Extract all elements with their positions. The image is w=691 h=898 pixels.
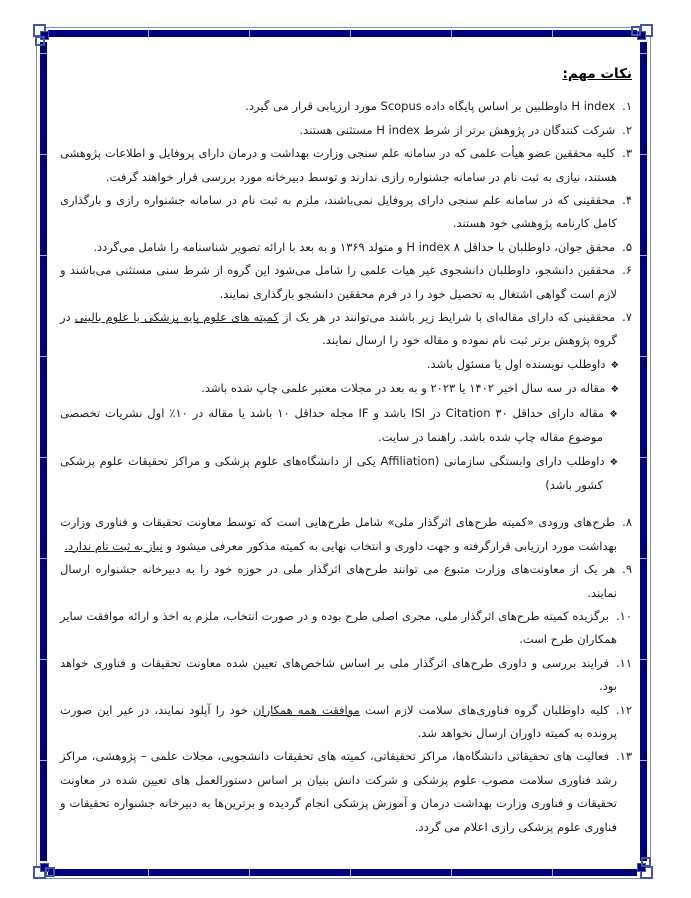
item-number: ۴. — [622, 193, 632, 208]
list-item — [60, 306, 632, 353]
text-segment: داوطلب نویسنده اول یا مسئول باشد. — [426, 356, 606, 371]
diamond-bullet-icon: ❖ — [609, 456, 619, 468]
text-segment: در گروه پژوهش برتر ثبت نام نموده و مقاله خود را ارسال نمایند. — [60, 310, 617, 348]
text-segment: محقق جوان، داوطلبان با حداقل H index ۸ و متولد ۱۳۶۹ و به بعد با ارائه تصویر شناسنامه را شامل می‌گردد. — [93, 239, 616, 254]
border-band-top — [48, 30, 637, 37]
text-segment: کلیه محققین عضو هیأت علمی که در سامانه علم سنجی وزارت بهداشت و درمان دارای پروفایل و اطلاعات پژوهشی هستند، نیازی به ثبت نام در سامانه جشنواره رازی ندارند و توسط دبیرخانه مورد بررسی قرار خواهند گرفت. — [60, 146, 617, 184]
text-segment: محققینی که دارای مقاله‌ای با شرایط زیر باشند می‌توانند در هر یک از — [278, 310, 616, 325]
item-number: ۷. — [622, 310, 632, 325]
border-band-right — [640, 42, 647, 861]
list-item — [60, 745, 632, 839]
border-band-bottom — [48, 869, 637, 876]
list-item — [60, 511, 632, 558]
item-number: ۶. — [622, 263, 632, 278]
item-number: ۸. — [622, 515, 632, 530]
list-item — [60, 558, 632, 605]
border-band-left — [40, 42, 47, 861]
item-number: ۲. — [622, 122, 632, 137]
item-number: ۱۱. — [615, 655, 632, 670]
list-item — [60, 236, 632, 259]
corner-small-square — [641, 857, 651, 867]
text-segment: H index داوطلبین بر اساس پایگاه داده Scopus مورد ارزیابی قرار می گیرد. — [245, 99, 616, 114]
page-title: نکات مهم: — [562, 66, 632, 82]
text-segment: مقاله دارای حداقل Citation ۳۰ در ISI باشد و IF مجله حداقل ۱۰ باشد یا مقاله در ۱۰٪ اول نشریات تخصصی موضوع مقاله چاپ شده باشد. راهنما در سایت. — [60, 405, 605, 445]
list-item — [60, 189, 632, 236]
underlined-text: نیاز به ثبت نام ندارد. — [64, 538, 163, 553]
diamond-bullet-icon: ❖ — [610, 384, 619, 396]
item-number: ۱. — [622, 99, 632, 114]
bullet-item — [60, 353, 632, 377]
text-segment: هر یک از معاونت‌های وزارت متبوع می توانند طرح‌های اثرگذار ملی در حوزه خود را به دبیرخانه جشنواره ارسال نمایند. — [60, 562, 617, 600]
item-number: ۹. — [622, 562, 632, 577]
text-segment: محققین دانشجو، داوطلبان دانشجوی غیر هیات علمی را شامل می‌شود این گروه از شرط سنی مستثنی می‌باشند و لازم است گواهی اشتغال به تحصیل خود را در فرم محققین دانشجو بارگذاری نمایند. — [60, 263, 617, 301]
corner-small-square — [631, 26, 641, 36]
underlined-text: کمیته های علوم پایه پزشکی یا علوم بالینی — [74, 310, 279, 325]
text-segment: طرح‌های ورودی «کمیته طرح‌های اثرگذار ملی» شامل طرح‌هایی است که توسط معاونت تحقیقات و فناوری وزارت بهداشت مورد ارزیابی قرارگرفته و جهت داوری و انتخاب نهایی به کمیته مذکور معرفی میشود و — [60, 515, 617, 553]
text-segment: داوطلب دارای وابستگی سازمانی (Affiliation یکی از دانشگاه‌های علوم پزشکی و مراکز تحقیقات علوم پزشکی کشور باشد) — [60, 453, 605, 492]
border-corner-squares-icon — [627, 24, 653, 50]
item-number: ۱۰. — [615, 608, 632, 623]
text-segment: فرایند بررسی و داوری طرح‌های اثرگذار ملی بر اساس شاخص‌های تعیین شده معاونت تحقیقات و فناوری خواهد بود. — [60, 655, 617, 694]
bullet-item — [60, 402, 632, 450]
list-item — [60, 699, 632, 746]
bullet-item — [60, 450, 632, 498]
border-corner-squares-icon — [627, 853, 653, 879]
notes-list — [60, 95, 632, 839]
text-segment: خود را آپلود نمایند، در غیر این صورت پرونده به کمیته داوران ارسال نخواهد شد. — [60, 702, 617, 740]
diamond-bullet-icon: ❖ — [610, 359, 619, 371]
item-number: ۵. — [622, 239, 632, 254]
item-number: ۳. — [622, 146, 632, 161]
corner-small-square — [45, 867, 55, 877]
diamond-bullet-icon: ❖ — [609, 408, 619, 420]
document-body — [60, 63, 632, 839]
text-segment: مقاله در سه سال اخیر ۱۴۰۲ یا ۲۰۲۳ و به بعد در مجلات معتبر علمی چاپ شده باشد. — [201, 381, 606, 396]
underlined-text: موافقت همه همکاران — [252, 702, 360, 717]
text-segment: برگزیده کمیته طرح‌های اثرگذار ملی، مجری اصلی طرح بوده و در صورت انتخاب، ملزم به اخذ و ارائه موافقت سایر همکاران طرح است. — [60, 608, 617, 647]
list-item — [60, 605, 632, 652]
list-item — [60, 119, 632, 142]
border-corner-squares-icon — [33, 24, 59, 50]
list-item — [60, 95, 632, 118]
item-number: ۱۲. — [616, 702, 633, 717]
item-number: ۱۳. — [615, 749, 632, 764]
text-segment: شرکت کنندگان در پژوهش برتر از شرط H index مستثنی هستند. — [299, 122, 616, 137]
text-segment: فعالیت های تحقیقاتی دانشگاه‌ها، مراکز تحقیقاتی، کمیته های تحقیقات دانشجویی، مجلات علمی – پژوهشی، مراکز رشد فناوری سلامت مصوب علوم پزشکی و شرکت دانش بنیان بر اساس دستورالعمل های تعیین شده در معاونت تحقیقات و فناوری وزارت بهداشت درمان و آموزش پزشکی انجام گردیده و برترین‌ها به دبیرخانه جشنواره تحقیقات و فناوری علوم پزشکی رازی اعلام می گردد. — [60, 749, 617, 834]
list-item — [60, 259, 632, 306]
border-corner-squares-icon — [33, 853, 59, 879]
list-item — [60, 652, 632, 699]
corner-small-square — [35, 36, 45, 46]
text-segment: محققینی که در سامانه علم سنجی دارای پروفایل نمی‌باشند، ملزم به ثبت نام در سامانه جشنواره رازی و بارگذاری کامل کارنامه پژوهشی خود هستند. — [60, 193, 617, 231]
list-item — [60, 142, 632, 189]
text-segment: کلیه داوطلبان گروه فناوری‌های سلامت لازم است — [359, 702, 609, 717]
bullet-item — [60, 377, 632, 401]
